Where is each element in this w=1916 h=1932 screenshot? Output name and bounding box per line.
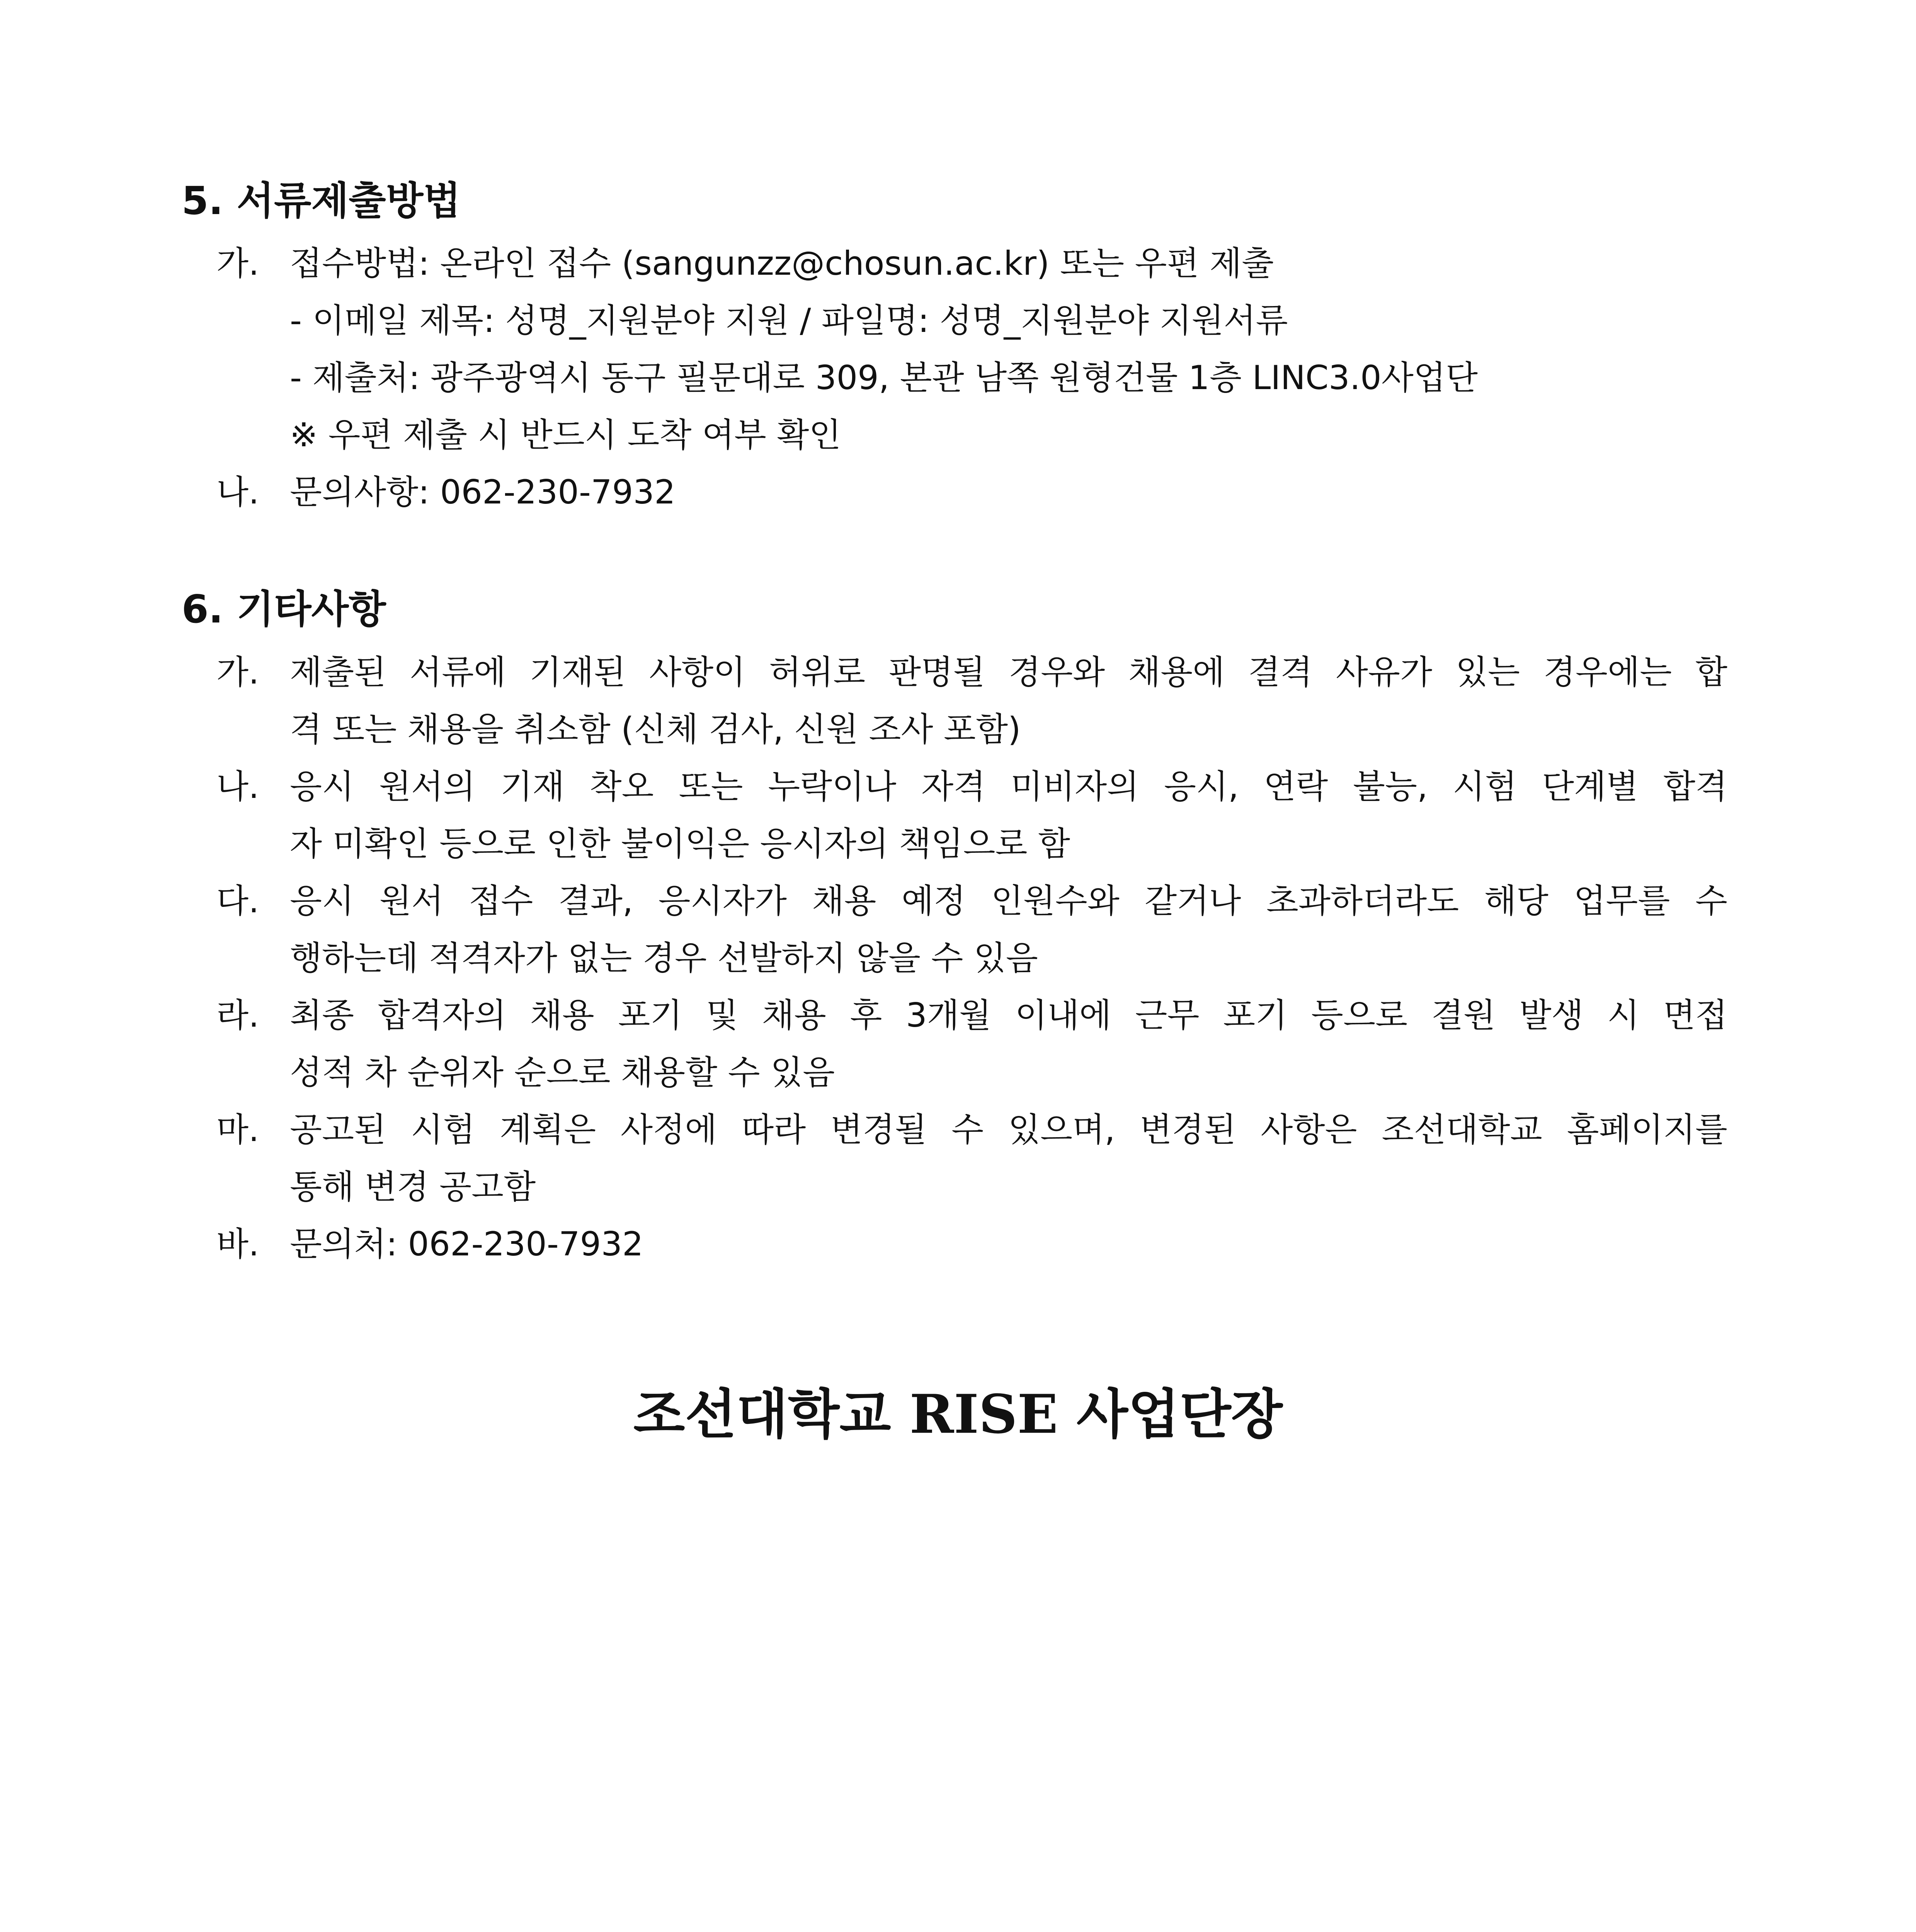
item-label: 다. [216,882,259,920]
section-6-item-ra [216,992,290,1039]
section-5-item-na [216,469,676,515]
section-6-item-ra-line1: 최종 합격자의 채용 포기 및 채용 후 3개월 이내에 근무 포기 등으로 결원 발생 시 면접 [290,996,1727,1035]
item-text: 문의처: 062-230-7932 [290,1225,643,1264]
item-label: 라. [216,996,259,1035]
section-6-item-ma-line1: 공고된 시험 계획은 사정에 따라 변경될 수 있으며, 변경된 사항은 조선대학교 홈페이지를 [290,1111,1727,1149]
section-5-item-ga [216,240,1274,287]
sub-item-email-subject: - 이메일 제목: 성명_지원분야 지원 / 파일명: 성명_지원분야 지원서류 [290,301,1288,340]
section-6-item-da-line1: 응시 원서 접수 결과, 응시자가 채용 예정 인원수와 같거나 초과하더라도 해당 업무를 수 [290,882,1727,920]
section-6-item-ba [216,1221,643,1267]
sub-item-postal-note: ※ 우편 제출 시 반드시 도착 여부 확인 [290,416,841,454]
item-label: 마. [216,1111,259,1149]
section-6-item-na-line1: 응시 원서의 기재 착오 또는 누락이나 자격 미비자의 응시, 연락 불능, 시험 단계별 합격 [290,767,1727,806]
section-6-item-ga [216,649,290,696]
section-6-item-da [216,878,290,924]
item-text: 문의사항: 062-230-7932 [290,473,676,512]
item-label: 가. [216,244,259,283]
section-6-item-ma-line2: 통해 변경 공고함 [290,1168,536,1206]
section-5-title: 5. 서류제출방법 [182,178,461,223]
item-label: 나. [216,473,259,512]
item-text: 접수방법: 온라인 접수 (sangunzz@chosun.ac.kr) 또는 우편 제출 [290,244,1274,283]
item-label: 가. [216,653,259,692]
closing-signatory: 조선대학교 RISE 사업단장 [633,1383,1283,1446]
section-6-item-na-line2: 자 미확인 등으로 인한 불이익은 응시자의 책임으로 함 [290,825,1070,863]
section-6-item-ga-line2: 격 또는 채용을 취소함 (신체 검사, 신원 조사 포함) [290,710,1021,749]
item-label: 바. [216,1225,259,1264]
section-6-item-na [216,764,290,810]
section-6-item-ga-line1: 제출된 서류에 기재된 사항이 허위로 판명될 경우와 채용에 결격 사유가 있는 경우에는 합 [290,653,1727,692]
section-6-item-da-line2: 행하는데 적격자가 없는 경우 선발하지 않을 수 있음 [290,939,1038,978]
section-6-item-ma [216,1107,290,1153]
section-6-title: 6. 기타사항 [182,587,386,632]
section-6-item-ra-line2: 성적 차 순위자 순으로 채용할 수 있음 [290,1053,835,1092]
sub-item-submission-place: - 제출처: 광주광역시 동구 필문대로 309, 본관 남쪽 원형건물 1층 LINC3.0사업단 [290,359,1478,397]
item-label: 나. [216,767,259,806]
